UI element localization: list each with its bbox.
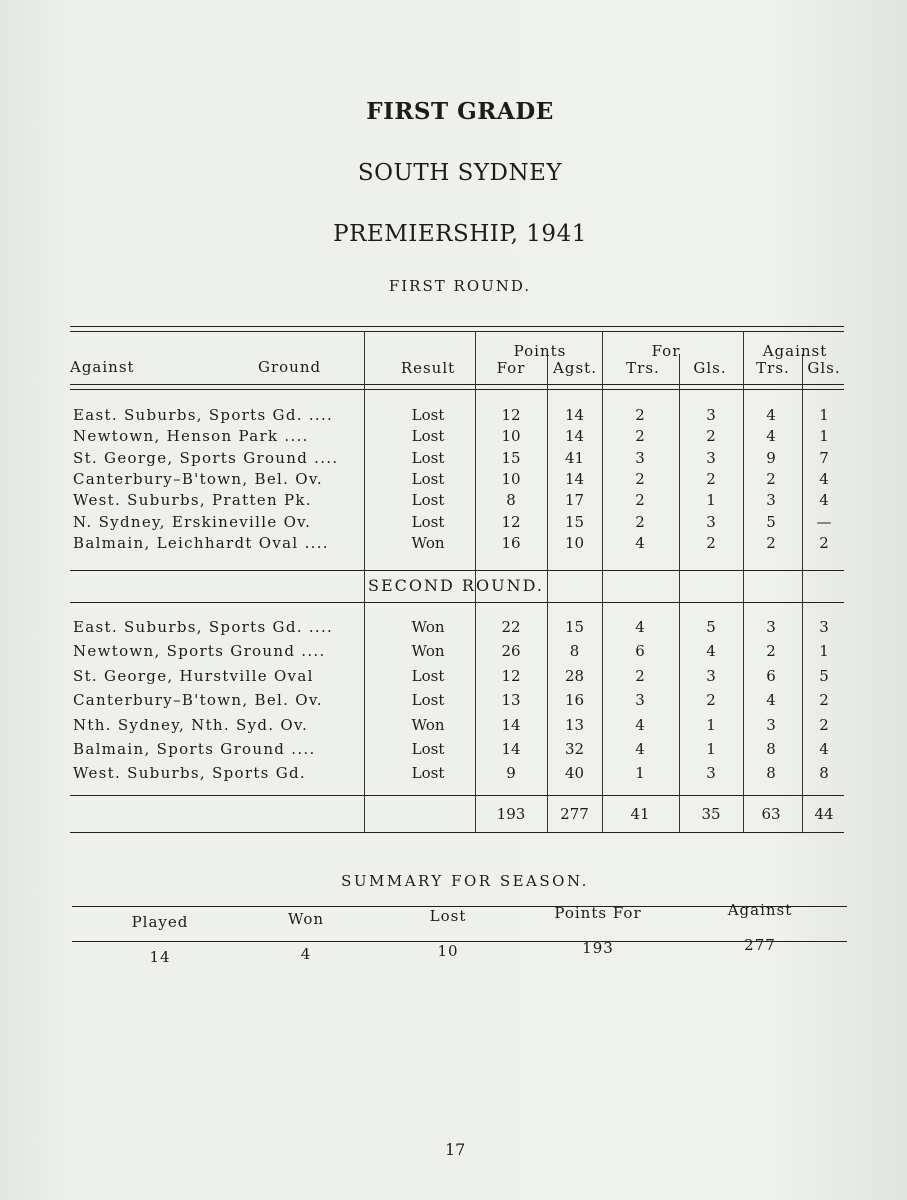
cell-against-gls: 4	[819, 469, 829, 488]
cell-for-trs: 6	[635, 642, 645, 661]
cell-points-agst: 32	[564, 740, 585, 758]
cell-against-gls: —	[816, 512, 832, 531]
cell-for-trs: 2	[635, 406, 645, 424]
summary-header-lost: Lost	[429, 907, 467, 925]
cell-result: Lost	[411, 491, 445, 510]
cell-result: Lost	[411, 406, 445, 424]
cell-result: Lost	[411, 448, 445, 467]
cell-points-agst: 14	[564, 427, 585, 446]
cell-points-for: 26	[501, 642, 521, 661]
cell-against-gls: 8	[819, 764, 829, 783]
cell-for-gls: 2	[706, 691, 716, 710]
table-rule	[70, 795, 844, 796]
total-points-for: 193	[496, 805, 526, 823]
cell-against-gls: 7	[819, 448, 829, 467]
cell-opponent: Balmain, Leichhardt Oval ....	[73, 533, 329, 552]
cell-points-agst: 15	[564, 512, 585, 531]
cell-result: Lost	[411, 512, 445, 531]
cell-points-for: 13	[501, 691, 521, 710]
header-for-trs: Trs.	[626, 359, 660, 377]
totals-row	[70, 805, 844, 826]
cell-against-gls: 2	[819, 533, 829, 552]
cell-points-for: 12	[501, 512, 521, 531]
cell-against-gls: 3	[819, 618, 829, 636]
table-row	[70, 740, 844, 761]
table-row	[70, 667, 844, 688]
table-rule	[70, 832, 844, 833]
cell-for-gls: 2	[706, 533, 716, 552]
table-row	[70, 491, 844, 512]
cell-opponent: St. George, Hurstville Oval	[73, 666, 314, 685]
cell-points-agst: 41	[564, 448, 585, 467]
cell-points-for: 15	[501, 448, 521, 467]
page-number: 17	[445, 1140, 466, 1159]
table-row	[70, 406, 844, 427]
cell-points-agst: 15	[564, 618, 585, 636]
cell-points-for: 14	[501, 740, 521, 758]
cell-result: Won	[411, 533, 445, 552]
cell-result: Lost	[411, 740, 445, 758]
header-for-gls: Gls.	[693, 359, 727, 377]
cell-opponent: Newtown, Sports Ground ....	[73, 642, 326, 661]
cell-points-agst: 14	[564, 406, 585, 424]
cell-for-gls: 3	[706, 764, 716, 783]
cell-opponent: Canterbury–B'town, Bel. Ov.	[73, 691, 323, 710]
cell-opponent: Newtown, Henson Park ....	[73, 427, 309, 446]
cell-for-gls: 3	[706, 512, 716, 531]
cell-points-agst: 40	[564, 764, 585, 783]
table-row	[70, 534, 844, 555]
summary-header-won: Won	[287, 910, 325, 928]
cell-against-trs: 9	[766, 448, 776, 467]
first-round-title: FIRST ROUND.	[388, 277, 532, 295]
table-row	[70, 513, 844, 534]
cell-for-gls: 1	[706, 715, 716, 734]
cell-points-for: 9	[506, 764, 516, 783]
cell-points-for: 12	[501, 666, 521, 685]
cell-against-gls: 1	[819, 427, 829, 446]
cell-opponent: Balmain, Sports Ground ....	[73, 740, 316, 758]
cell-for-trs: 2	[635, 512, 645, 531]
cell-for-trs: 3	[635, 448, 645, 467]
summary-header-played: Played	[131, 913, 189, 931]
header-result: Result	[400, 359, 456, 377]
table-row	[70, 449, 844, 470]
table-row	[70, 618, 844, 639]
header-against-group: Against	[762, 342, 828, 360]
cell-result: Won	[411, 715, 445, 734]
header-points-for: For	[496, 359, 526, 377]
table-rule	[70, 389, 844, 390]
summary-title: SUMMARY FOR SEASON.	[341, 872, 589, 890]
cell-points-for: 10	[501, 427, 521, 446]
cell-points-for: 16	[501, 533, 521, 552]
header-against-gls: Gls.	[807, 359, 841, 377]
table-rule	[70, 570, 844, 571]
cell-for-gls: 3	[706, 406, 716, 424]
total-against-trs: 63	[761, 805, 781, 823]
cell-for-trs: 2	[635, 666, 645, 685]
second-round-title: SECOND ROUND.	[368, 576, 544, 595]
header-points-agst: Agst.	[553, 359, 597, 377]
cell-result: Lost	[411, 666, 445, 685]
table-rule	[70, 602, 844, 603]
cell-points-agst: 16	[564, 691, 585, 710]
summary-header-points-for: Points For	[554, 904, 642, 922]
cell-opponent: Canterbury–B'town, Bel. Ov.	[73, 469, 323, 488]
cell-against-trs: 4	[766, 427, 776, 446]
summary-value-played: 14	[149, 948, 171, 966]
cell-points-for: 12	[501, 406, 521, 424]
cell-points-agst: 17	[564, 491, 585, 510]
cell-opponent: St. George, Sports Ground ....	[73, 448, 339, 467]
cell-result: Lost	[411, 764, 445, 783]
cell-opponent: West. Suburbs, Pratten Pk.	[73, 491, 312, 510]
table-rule	[70, 384, 844, 385]
summary-value-won: 4	[300, 945, 312, 963]
total-against-gls: 44	[814, 805, 834, 823]
header-for: For	[651, 342, 681, 360]
cell-for-gls: 1	[706, 740, 716, 758]
cell-for-trs: 2	[635, 491, 645, 510]
cell-against-gls: 1	[819, 642, 829, 661]
summary-value-lost: 10	[437, 942, 459, 960]
cell-for-gls: 5	[706, 618, 716, 636]
header-against: Against	[70, 358, 135, 376]
cell-for-gls: 3	[706, 666, 716, 685]
cell-for-gls: 3	[706, 448, 716, 467]
cell-points-for: 22	[501, 618, 521, 636]
cell-points-agst: 14	[564, 469, 585, 488]
table-row	[70, 470, 844, 491]
cell-opponent: N. Sydney, Erskineville Ov.	[73, 512, 312, 531]
cell-for-trs: 4	[635, 533, 645, 552]
cell-against-trs: 4	[766, 406, 776, 424]
cell-against-gls: 4	[819, 491, 829, 510]
table-rule	[70, 331, 844, 332]
cell-against-gls: 2	[819, 715, 829, 734]
cell-opponent: Nth. Sydney, Nth. Syd. Ov.	[73, 715, 309, 734]
summary-header-against: Against	[727, 901, 793, 919]
cell-points-for: 14	[501, 715, 521, 734]
cell-points-agst: 28	[564, 666, 585, 685]
cell-result: Won	[411, 618, 445, 636]
header-against-trs: Trs.	[756, 359, 790, 377]
cell-against-gls: 1	[819, 406, 829, 424]
table-row	[70, 427, 844, 448]
cell-result: Won	[411, 642, 445, 661]
cell-against-trs: 2	[766, 533, 776, 552]
club-title: SOUTH SYDNEY	[357, 160, 563, 186]
cell-for-trs: 1	[635, 764, 645, 783]
cell-against-trs: 5	[766, 512, 776, 531]
cell-points-for: 8	[506, 491, 516, 510]
table-row	[70, 716, 844, 737]
cell-points-agst: 13	[564, 715, 585, 734]
cell-against-trs: 4	[766, 691, 776, 710]
cell-result: Lost	[411, 469, 445, 488]
header-points: Points	[513, 342, 567, 360]
results-table	[70, 326, 844, 838]
total-for-gls: 35	[701, 805, 721, 823]
cell-points-agst: 8	[569, 642, 580, 661]
total-points-agst: 277	[560, 805, 589, 823]
cell-for-trs: 3	[635, 691, 645, 710]
cell-for-trs: 2	[635, 469, 645, 488]
cell-against-trs: 2	[766, 642, 776, 661]
cell-for-gls: 4	[706, 642, 716, 661]
cell-for-trs: 2	[635, 427, 645, 446]
cell-opponent: East. Suburbs, Sports Gd. ....	[73, 618, 334, 636]
total-for-trs: 41	[630, 805, 650, 823]
cell-for-gls: 2	[706, 427, 716, 446]
summary-value-points-for: 193	[582, 939, 614, 957]
cell-against-trs: 3	[766, 618, 776, 636]
cell-against-gls: 5	[819, 666, 829, 685]
cell-against-gls: 4	[819, 740, 829, 758]
header-ground: Ground	[258, 358, 322, 376]
competition-title: PREMIERSHIP, 1941	[333, 221, 587, 247]
cell-points-for: 10	[501, 469, 521, 488]
table-row	[70, 691, 844, 712]
cell-opponent: East. Suburbs, Sports Gd. ....	[73, 406, 334, 424]
cell-for-trs: 4	[635, 618, 645, 636]
cell-against-trs: 3	[766, 715, 776, 734]
table-row	[70, 764, 844, 785]
cell-against-trs: 2	[766, 469, 776, 488]
cell-against-gls: 2	[819, 691, 829, 710]
cell-against-trs: 8	[766, 764, 776, 783]
cell-against-trs: 8	[766, 740, 776, 758]
cell-for-gls: 1	[706, 491, 716, 510]
cell-result: Lost	[411, 691, 445, 710]
cell-opponent: West. Suburbs, Sports Gd.	[73, 764, 306, 783]
table-row	[70, 642, 844, 663]
cell-for-trs: 4	[635, 715, 645, 734]
cell-for-gls: 2	[706, 469, 716, 488]
cell-result: Lost	[411, 427, 445, 446]
table-rule	[70, 326, 844, 327]
summary-value-against: 277	[744, 936, 776, 954]
grade-title: FIRST GRADE	[366, 98, 554, 125]
cell-against-trs: 6	[766, 666, 776, 685]
cell-against-trs: 3	[766, 491, 776, 510]
cell-for-trs: 4	[635, 740, 645, 758]
cell-points-agst: 10	[564, 533, 585, 552]
